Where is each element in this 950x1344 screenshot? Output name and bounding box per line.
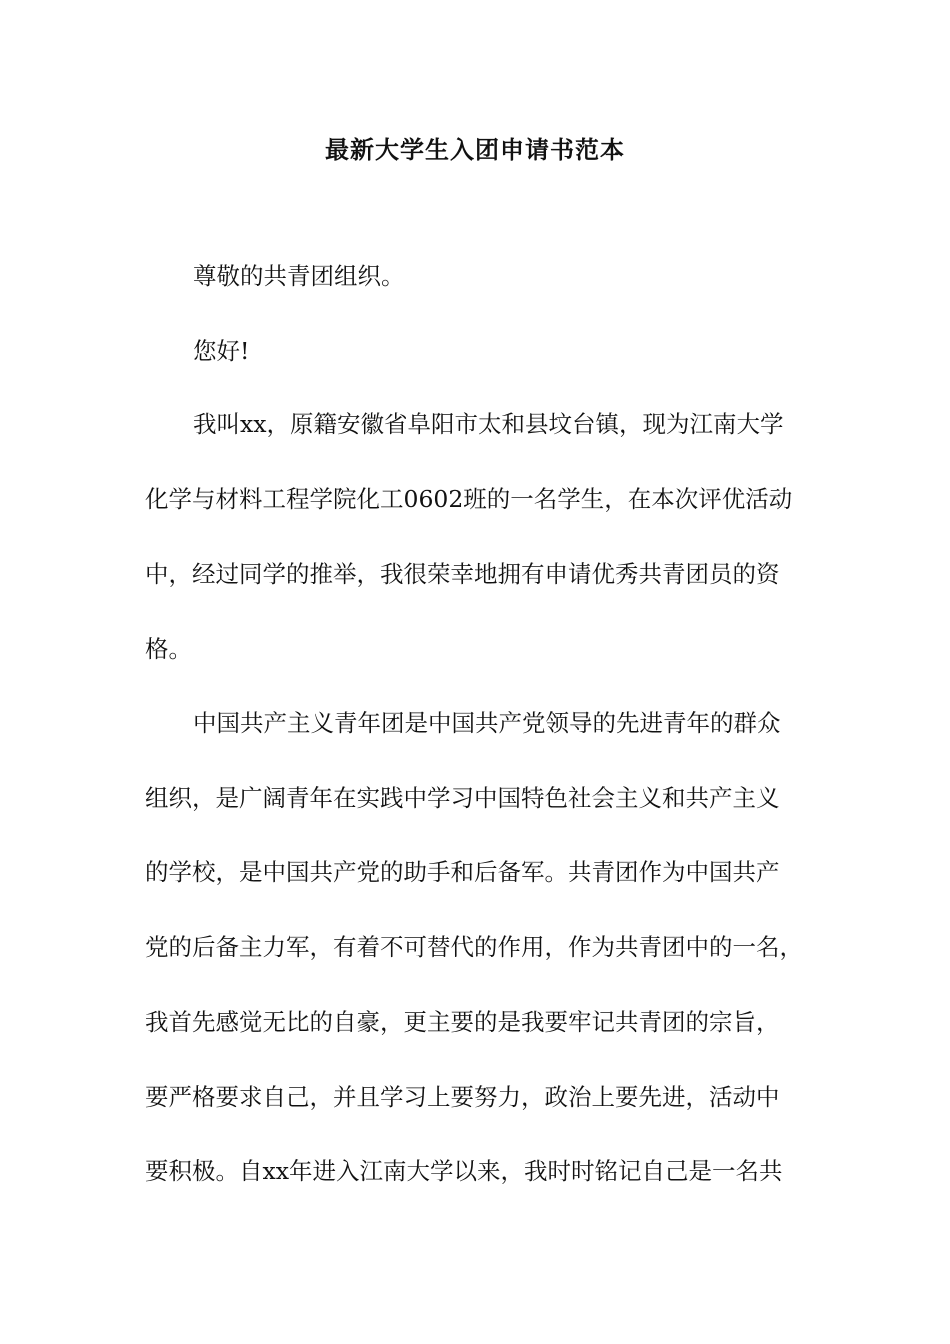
paragraph-2-line-4: 党的后备主力军，有着不可替代的作用，作为共青团中的一名， [145, 933, 803, 961]
paragraph-2-line-3: 的学校，是中国共产党的助手和后备军。共青团作为中国共产 [145, 858, 780, 886]
paragraph-2-line-1: 中国共产主义青年团是中国共产党领导的先进青年的群众 [193, 709, 781, 737]
paragraph-2-line-7: 要积极。自xx年进入江南大学以来，我时时铭记自己是一名共 [145, 1157, 783, 1185]
paragraph-1-line-1: 我叫xx，原籍安徽省阜阳市太和县坟台镇，现为江南大学 [193, 410, 784, 438]
paragraph-2-line-6: 要严格要求自己，并且学习上要努力，政治上要先进，活动中 [145, 1083, 780, 1111]
document-title: 最新大学生入团申请书范本 [325, 135, 625, 164]
paragraph-1-line-4: 格。 [145, 635, 192, 663]
paragraph-2-line-5: 我首先感觉无比的自豪，更主要的是我要牢记共青团的宗旨， [145, 1008, 780, 1036]
paragraph-1-line-3: 中，经过同学的推举，我很荣幸地拥有申请优秀共青团员的资 [145, 560, 780, 588]
paragraph-2-line-2: 组织，是广阔青年在实践中学习中国特色社会主义和共产主义 [145, 784, 780, 812]
paragraph-1-line-2: 化学与材料工程学院化工0602班的一名学生，在本次评优活动 [145, 485, 793, 513]
salutation-line: 尊敬的共青团组织。 [193, 262, 405, 290]
greeting-line: 您好! [193, 337, 250, 365]
